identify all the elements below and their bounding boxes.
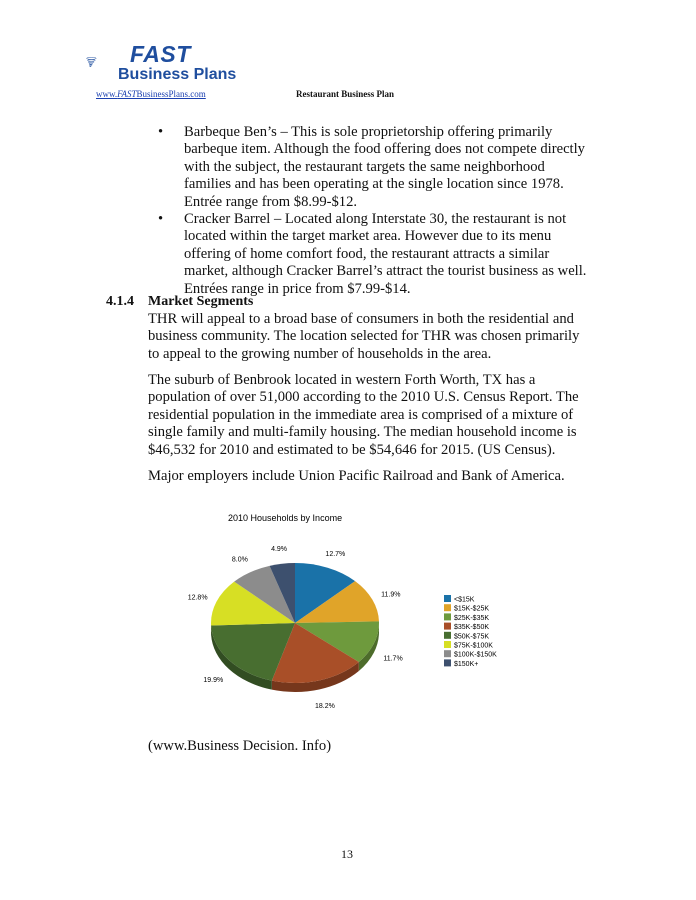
bullet-text: Barbeque Ben’s – This is sole proprietorship offering primarily barbeque item. Although the food offering does not compete directly with the subject, the restaurant targets the same neighborhood families and has been operating at the single location since 1978. Entrée range from $8.99-$12. [184, 124, 585, 210]
paragraph: Major employers include Union Pacific Railroad and Bank of America. [148, 468, 565, 484]
legend-label: $35K-$50K [454, 624, 490, 632]
legend-swatch [444, 595, 451, 602]
bullet-icon: • [158, 211, 164, 228]
legend-label: $15K-$25K [454, 605, 490, 613]
pie-data-label: 12.7% [325, 550, 346, 558]
pie-data-label: 4.9% [271, 545, 288, 553]
source-citation: (www.Business Decision. Info) [148, 738, 332, 754]
legend-swatch [444, 613, 451, 620]
bullet-icon: • [158, 124, 164, 140]
logo-fast-text: FAST [130, 41, 191, 67]
pie-data-label: 11.9% [381, 591, 401, 599]
pie-slices [211, 563, 379, 692]
legend-swatch [444, 641, 451, 648]
header-document-title: Restaurant Business Plan [296, 89, 395, 99]
legend-swatch [444, 650, 451, 657]
list-item [158, 124, 588, 211]
legend-swatch [444, 604, 451, 611]
legend-label: $150K+ [454, 660, 479, 668]
legend-swatch [444, 659, 451, 666]
pie-data-label: 12.8% [187, 594, 208, 602]
section-heading [106, 294, 253, 310]
legend-swatch [444, 632, 451, 639]
section-title: Market Segments [148, 294, 254, 309]
section-number: 4.1.4 [106, 294, 134, 309]
list-item [158, 211, 588, 298]
pie-data-label: 18.2% [314, 702, 335, 710]
competitor-bullet-list [158, 124, 588, 298]
pie-data-label: 19.9% [203, 677, 224, 685]
legend-label: $75K-$100K [454, 642, 493, 650]
legend-swatch [444, 623, 451, 630]
chart-title: 2010 Households by Income [228, 513, 343, 523]
paragraph: The suburb of Benbrook located in western Forth Worth, TX has a population of over 51,000 according to the 2010 U.S. Census Report. The residential population in the immediate area is comprised of a mixture of single family and multi-family housing. The median household income is $46,532 for 2010 and estimated to be $54,646 for 2015. (US Census). [148, 372, 579, 458]
page-number: 13 [341, 847, 353, 861]
header-website-link[interactable]: www.FASTBusinessPlans.com [96, 89, 206, 99]
legend-label: <$15K [454, 596, 475, 604]
pie-data-label: 11.7% [383, 655, 403, 663]
legend-label: $25K-$35K [454, 614, 490, 622]
legend-label: $50K-$75K [454, 633, 490, 641]
pie-data-label: 8.0% [231, 556, 248, 564]
households-income-pie-chart [160, 505, 540, 715]
paragraph: THR will appeal to a broad base of consumers in both the residential and business community. The location selected for THR was chosen primarily to appeal to the growing number of households in the area. [148, 311, 580, 362]
legend-label: $100K-$150K [454, 651, 497, 659]
bullet-text: Cracker Barrel – Located along Interstate 30, the restaurant is not located within the target market area. However due to its menu offering of home comfort food, the restaurant attracts a similar market, although Cracker Barrel’s attract the tourist business as well. Entrées range in price from $7.99-$14. [184, 211, 587, 297]
chart-legend [444, 595, 497, 668]
logo-business-plans-text: Business Plans [118, 66, 237, 83]
